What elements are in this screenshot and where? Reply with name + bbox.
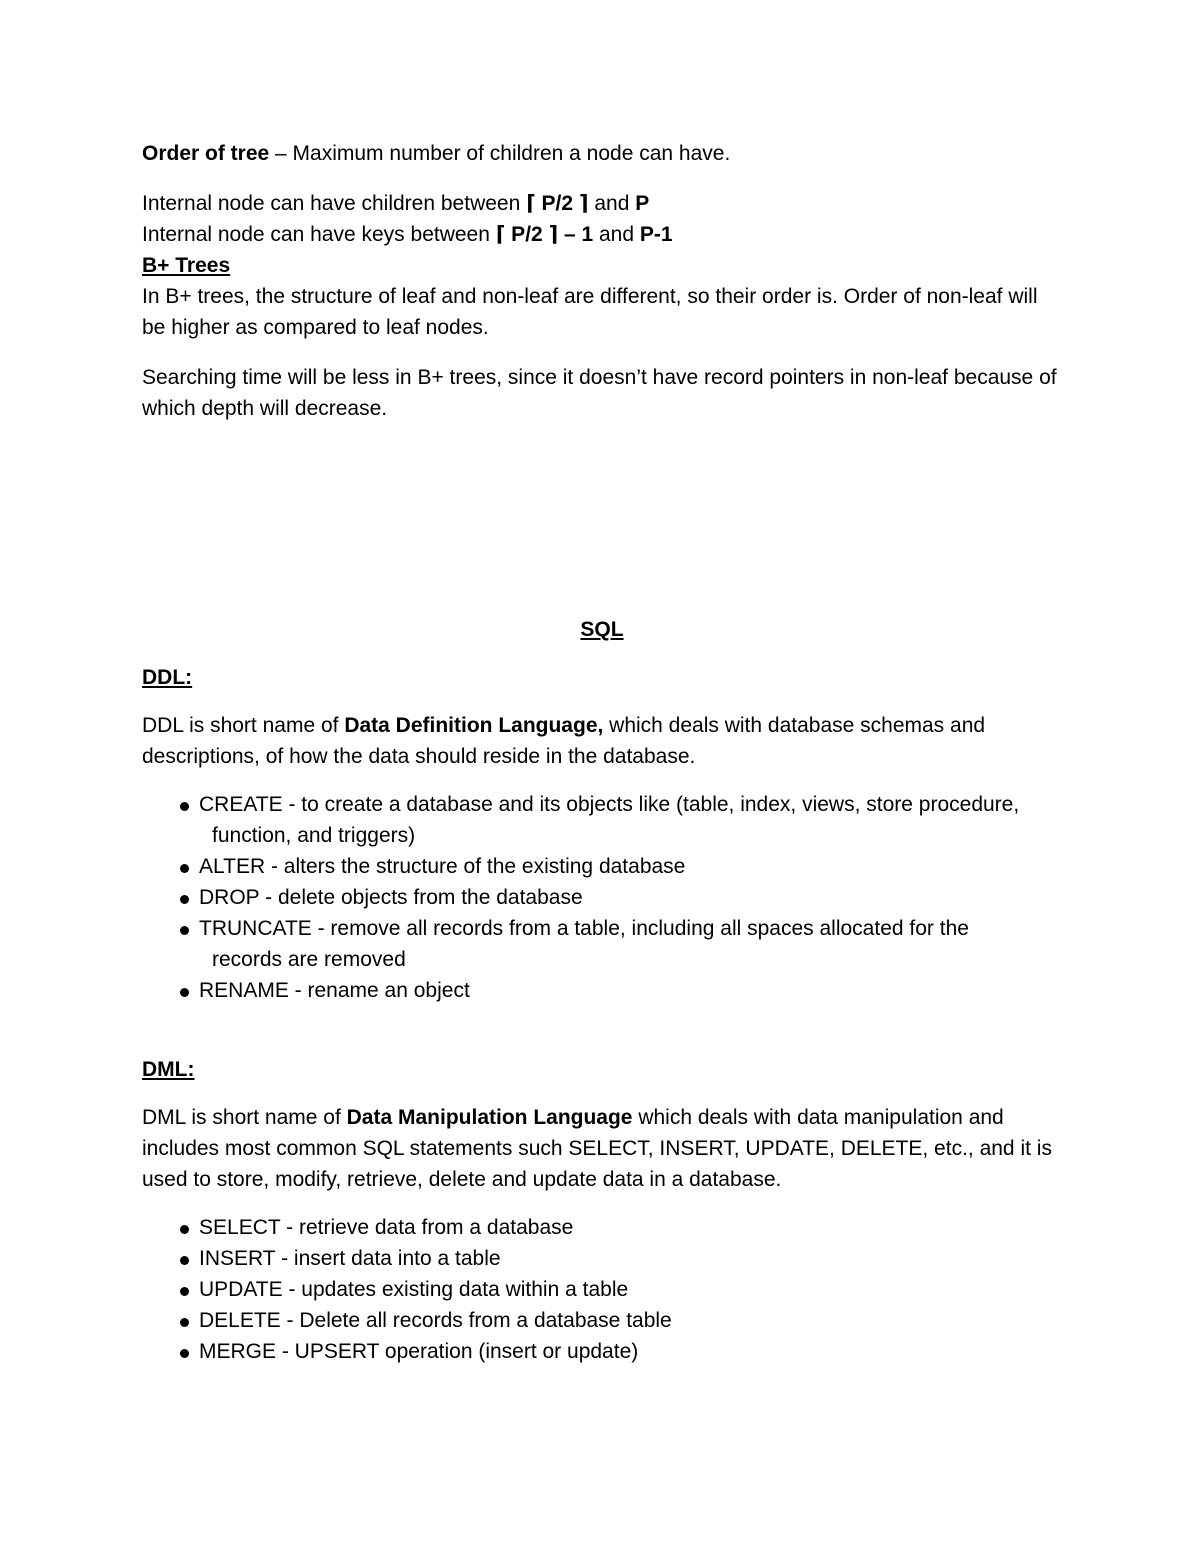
- bullet-icon: [180, 1225, 189, 1234]
- list-item-text: MERGE - UPSERT operation (insert or update): [199, 1340, 639, 1363]
- ddl-intro: [142, 710, 1062, 772]
- list-item-text: UPDATE - updates existing data within a table: [199, 1278, 629, 1301]
- keys-range-text: Internal node can have keys between: [142, 223, 496, 246]
- list-item: [142, 851, 1062, 882]
- bullet-icon: [180, 1287, 189, 1296]
- list-item-text: DELETE - Delete all records from a database table: [199, 1309, 672, 1332]
- dml-command-list: [142, 1212, 1062, 1367]
- list-item: [142, 913, 1062, 975]
- list-item: [142, 1243, 1062, 1274]
- ddl-heading: DDL:: [142, 666, 193, 689]
- bullet-icon: [180, 1318, 189, 1327]
- list-item-text: TRUNCATE - remove all records from a table, including all spaces allocated for the: [199, 917, 969, 940]
- list-item: [142, 882, 1062, 913]
- list-item-text: ALTER - alters the structure of the existing database: [199, 855, 686, 878]
- ddl-intro-term: Data Definition Language,: [344, 714, 604, 737]
- list-item-text: RENAME - rename an object: [199, 979, 470, 1002]
- children-and-text: and: [588, 192, 636, 215]
- bullet-icon: [180, 988, 189, 997]
- keys-range-line: [142, 219, 1062, 250]
- list-item: [142, 975, 1062, 1006]
- list-item-text: CREATE - to create a database and its objects like (table, index, views, store procedure,: [199, 793, 1020, 816]
- bullet-icon: [180, 802, 189, 811]
- list-item-text: INSERT - insert data into a table: [199, 1247, 501, 1270]
- list-item-continuation: function, and triggers): [212, 824, 416, 847]
- ddl-command-list: [142, 789, 1062, 1006]
- children-range-text: Internal node can have children between: [142, 192, 527, 215]
- bullet-icon: [180, 1349, 189, 1358]
- dml-intro: [142, 1102, 1062, 1195]
- children-max-expr: P: [635, 192, 650, 215]
- list-item-text: SELECT - retrieve data from a database: [199, 1216, 574, 1239]
- order-of-tree-text: – Maximum number of children a node can have.: [269, 142, 731, 165]
- ddl-intro-text-b: which deals with database schemas and descriptions, of how the data should reside in the database.: [142, 714, 986, 768]
- children-range-line: [142, 188, 1062, 219]
- list-item-continuation: records are removed: [212, 948, 406, 971]
- list-item-text: DROP - delete objects from the database: [199, 886, 583, 909]
- document-page: [142, 138, 1062, 1367]
- keys-and-text: and: [593, 223, 640, 246]
- order-of-tree-term: Order of tree: [142, 142, 270, 165]
- list-item: [142, 1212, 1062, 1243]
- keys-min-expr: ⌈ P/2 ⌉ – 1: [495, 223, 594, 246]
- bullet-icon: [180, 864, 189, 873]
- bullet-icon: [180, 1256, 189, 1265]
- bplus-paragraph-1: In B+ trees, the structure of leaf and non-leaf are different, so their order is. Order of non-leaf will be higher as compared to leaf nodes.: [142, 285, 1038, 339]
- list-item: [142, 1274, 1062, 1305]
- bullet-icon: [180, 895, 189, 904]
- ddl-intro-text-a: DDL is short name of: [142, 714, 345, 737]
- bplus-paragraph-2: Searching time will be less in B+ trees, since it doesn’t have record pointers in non-leaf because of which depth will decrease.: [142, 366, 1057, 420]
- keys-max-expr: P-1: [639, 223, 673, 246]
- dml-intro-term: Data Manipulation Language: [346, 1106, 633, 1129]
- blank-space: [142, 424, 1062, 614]
- dml-heading: DML:: [142, 1058, 195, 1081]
- bplus-heading: B+ Trees: [142, 254, 231, 277]
- list-item: [142, 789, 1062, 851]
- list-item: [142, 1305, 1062, 1336]
- children-min-expr: ⌈ P/2 ⌉: [526, 192, 589, 215]
- dml-intro-text-b: which deals with data manipulation and includes most common SQL statements such SELECT, INSERT, UPDATE, DELETE, etc., and it is used to store, modify, retrieve, delete and update data in a database.: [142, 1106, 1052, 1191]
- dml-intro-text-a: DML is short name of: [142, 1106, 347, 1129]
- list-item: [142, 1336, 1062, 1367]
- sql-title: SQL: [580, 618, 624, 641]
- bullet-icon: [180, 926, 189, 935]
- order-of-tree-definition: [142, 138, 1062, 169]
